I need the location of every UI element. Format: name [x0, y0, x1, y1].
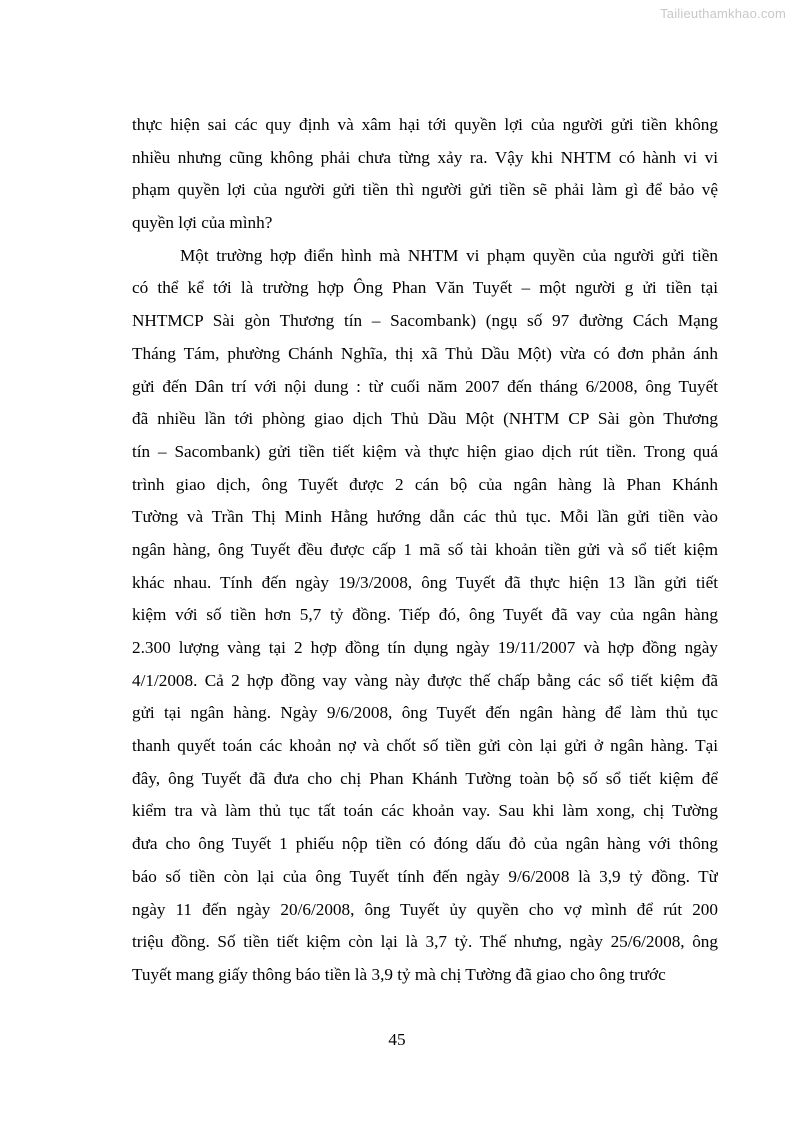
text-line: thực hiện sai các quy định và xâm hại tới quyền lợi của người gửi tiền không	[132, 115, 718, 134]
text-line: NHTMCP Sài gòn Thương tín – Sacombank) (ngụ số 97 đường Cách Mạng	[132, 311, 718, 331]
watermark-text: Tailieuthamkhao.com	[660, 6, 786, 21]
text-line: 4/1/2008. Cả 2 hợp đồng vay vàng này được thế chấp bằng các sổ tiết kiệm đã	[132, 670, 718, 690]
text-line: Tuyết mang giấy thông báo tiền là 3,9 tỷ mà chị Tường đã giao cho ông trước	[132, 964, 666, 984]
paragraph	[132, 240, 718, 992]
text-line: Tháng Tám, phường Chánh Nghĩa, thị xã Thủ Dầu Một) vừa có đơn phản ánh	[132, 343, 718, 363]
document-body	[132, 109, 718, 992]
text-line: quyền lợi của mình?	[132, 213, 273, 233]
paragraph	[132, 109, 718, 240]
page-number: 45	[388, 1030, 406, 1049]
text-line: nhiều nhưng cũng không phải chưa từng xảy ra. Vậy khi NHTM có hành vi vi	[132, 147, 718, 167]
text-line: đây, ông Tuyết đã đưa cho chị Phan Khánh Tường toàn bộ số sổ tiết kiệm để	[132, 768, 718, 788]
text-line: Một trường hợp điển hình mà NHTM vi phạm quyền của người gửi tiền	[180, 245, 718, 265]
text-line: khác nhau. Tính đến ngày 19/3/2008, ông Tuyết đã thực hiện 13 lần gửi tiết	[132, 572, 718, 592]
text-line: thanh quyết toán các khoản nợ và chốt số tiền gửi còn lại gửi ở ngân hàng. Tại	[132, 736, 718, 756]
text-line: kiểm tra và làm thủ tục tất toán các khoản vay. Sau khi làm xong, chị Tường	[132, 801, 718, 821]
text-line: đã nhiều lần tới phòng giao dịch Thủ Dầu Một (NHTM CP Sài gòn Thương	[132, 409, 718, 429]
text-line: phạm quyền lợi của người gửi tiền thì người gửi tiền sẽ phải làm gì để bảo vệ	[132, 180, 718, 200]
text-line: tín – Sacombank) gửi tiền tiết kiệm và thực hiện giao dịch rút tiền. Trong quá	[132, 441, 718, 461]
text-line: gửi đến Dân trí với nội dung : từ cuối năm 2007 đến tháng 6/2008, ông Tuyết	[132, 376, 718, 396]
text-line: gửi tại ngân hàng. Ngày 9/6/2008, ông Tuyết đến ngân hàng để làm thủ tục	[132, 703, 718, 723]
text-line: báo số tiền còn lại của ông Tuyết tính đến ngày 9/6/2008 là 3,9 tỷ đồng. Từ	[132, 866, 718, 886]
text-line: triệu đồng. Số tiền tiết kiệm còn lại là 3,7 tỷ. Thế nhưng, ngày 25/6/2008, ông	[132, 932, 718, 952]
text-line: có thể kể tới là trường hợp Ông Phan Văn Tuyết – một người g ửi tiền tại	[132, 278, 718, 298]
text-line: kiệm với số tiền hơn 5,7 tỷ đồng. Tiếp đó, ông Tuyết đã vay của ngân hàng	[132, 605, 718, 625]
text-line: 2.300 lượng vàng tại 2 hợp đồng tín dụng ngày 19/11/2007 và hợp đồng ngày	[132, 638, 718, 657]
text-line: ngày 11 đến ngày 20/6/2008, ông Tuyết ủy quyền cho vợ mình để rút 200	[132, 899, 718, 919]
text-line: Tường và Trần Thị Minh Hằng hướng dẫn các thủ tục. Mỗi lần gửi tiền vào	[132, 507, 718, 527]
text-line: đưa cho ông Tuyết 1 phiếu nộp tiền có đóng dấu đỏ của ngân hàng với thông	[132, 834, 718, 854]
text-line: trình giao dịch, ông Tuyết được 2 cán bộ của ngân hàng là Phan Khánh	[132, 474, 718, 494]
text-line: ngân hàng, ông Tuyết đều được cấp 1 mã số tài khoản tiền gửi và sổ tiết kiệm	[132, 539, 718, 559]
